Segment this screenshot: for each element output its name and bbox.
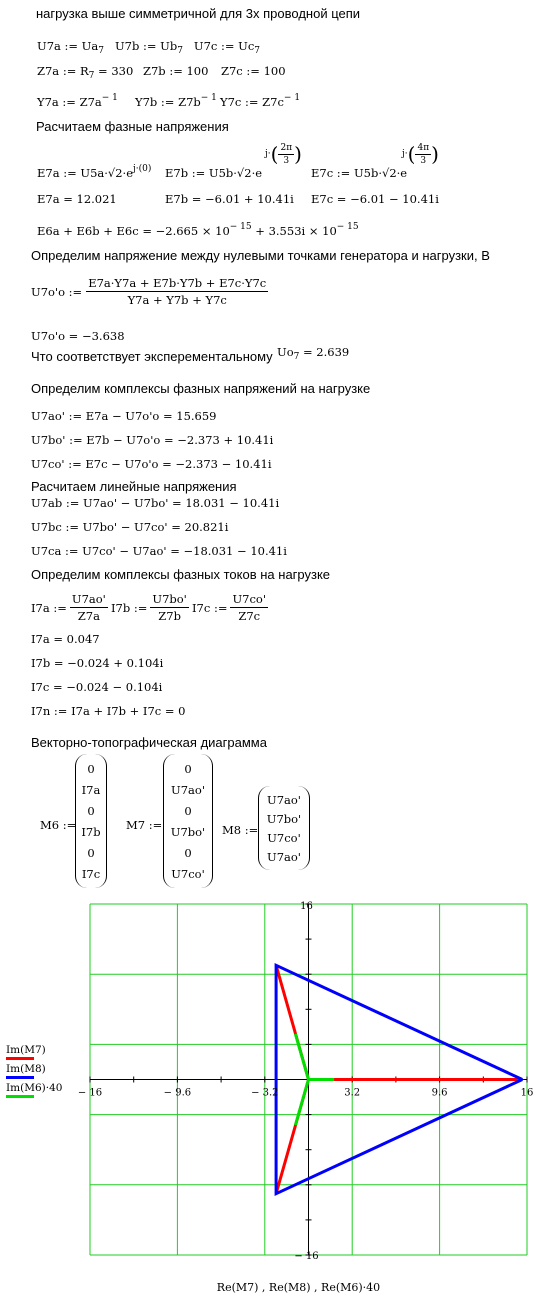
eq-uo7-value: $Uo_7 = 2.639$ [277, 345, 350, 362]
eq-e7c-value: E7c = −6.01 − 10.41i [311, 192, 439, 206]
eq-e6-sum: $E6a + E6b + E6c = -2.665 \times 10^{- 15} + 3.553i \times 10^{- 15}$ [37, 222, 359, 238]
eq-z7b: Z7b := 100 [143, 64, 209, 78]
heading-neutral-voltage: Определим напряжение между нулевыми точками генератора и нагрузки, В [31, 248, 490, 263]
eq-u7ab: U7ab := U7ao' − U7bo' = 18.031 − 10.41i [31, 496, 280, 510]
x-tick-label: − 16 [77, 1087, 103, 1099]
eq-y7c: Y7c := $Z7c^{- 1}$ [220, 93, 301, 109]
heading-complex-voltages: Определим комплексы фазных напряжений на нагрузке [31, 381, 371, 396]
eq-u0-formula: U7o'o := $\frac{E7a\cdot Y7a + E7b\cdot Y7b + E7c\cdot Y7c}{Y7a + Y7b + Y7c}$ [31, 276, 267, 307]
matrix-m8-entry: U7ao' [267, 792, 301, 807]
matrix-m6-entry: 0 [87, 845, 95, 860]
matrix-m7-entry: U7bo' [170, 824, 206, 839]
matrix-m7-entry: U7co' [171, 866, 205, 881]
eq-u7co: U7co' := E7c − U7o'o = −2.373 − 10.41i [31, 457, 272, 471]
m8-label: M8 := [222, 823, 259, 837]
matrix-m6-entry: I7c [81, 866, 101, 881]
eq-z7-defs: Z7a := $R_7 = 330$ [37, 64, 134, 81]
y-tick-label: − 16 [294, 1251, 319, 1262]
matrix-m8 [258, 786, 310, 870]
matrix-m6-entry: I7a [81, 782, 101, 797]
matrix-m7 [163, 754, 213, 888]
m6-label: M6 := [40, 818, 77, 832]
x-tick-label: 3.2 [344, 1087, 361, 1099]
eq-u7ca: U7ca := U7co' − U7ao' = −18.031 − 10.41i [31, 544, 287, 558]
matrix-m8-entry: U7bo' [266, 811, 302, 826]
eq-i7a-def: I7a := $\frac{U7ao'}{Z7a}$ [31, 592, 106, 623]
x-tick-label: − 3.2 [251, 1087, 279, 1099]
y-tick-label: 16 [300, 901, 313, 912]
matrix-m7-entry: 0 [184, 845, 192, 860]
eq-i7a-value: I7a = 0.047 [31, 632, 100, 646]
x-tick-label: 16 [520, 1087, 534, 1099]
x-axis-title: Re(M7) , Re(M8) , Re(M6)·40 [216, 1281, 381, 1294]
eq-u0-value: U7o'o = −3.638 [31, 329, 125, 343]
heading-complex-currents: Определим комплексы фазных токов на нагрузке [31, 567, 331, 582]
eq-e7a-value: E7a = 12.021 [37, 192, 117, 206]
heading-diagram: Векторно-топографическая диаграмма [31, 735, 267, 750]
eq-y7a: Y7a := $Z7a^{- 1}$ [37, 93, 118, 109]
eq-i7b-def: I7b := $\frac{U7bo'}{Z7b}$ [111, 592, 187, 623]
eq-i7c-value: I7c = −0.024 − 0.104i [31, 680, 163, 694]
eq-i7c-def: I7c := $\frac{U7co'}{Z7c}$ [192, 592, 267, 623]
matrix-m6-entry: I7b [81, 824, 101, 839]
eq-i7b-value: I7b = −0.024 + 0.104i [31, 656, 164, 670]
legend-label: Im(M6)·40 [6, 1082, 63, 1094]
text-experimental: Что соответствует эксперементальному [31, 349, 273, 364]
legend-label: Im(M7) [6, 1044, 46, 1056]
matrix-m7-entry: U7ao' [171, 782, 205, 797]
eq-e7c-exponent: j· ( $\frac{4\pi}{3}$ ) [402, 142, 439, 166]
legend-label: Im(M8) [6, 1063, 46, 1075]
eq-u7ao: U7ao' := E7a − U7o'o = 15.659 [31, 409, 217, 423]
eq-e7b-def: E7b := U5b·√2·e [165, 166, 263, 180]
x-tick-label: − 9.6 [163, 1087, 192, 1099]
eq-e7c-def: E7c := U5b·√2·e [311, 166, 408, 180]
eq-u7-defs: U7a := $Ua_7$ U7b := $Ub_7$ U7c := $Uc_7$ [37, 39, 261, 56]
matrix-m7-entry: 0 [184, 803, 192, 818]
eq-u7bc: U7bc := U7bo' − U7co' = 20.821i [31, 520, 229, 534]
x-tick-label: 9.6 [431, 1087, 448, 1099]
matrix-m7-entry: 0 [184, 761, 192, 776]
m7-label: M7 := [126, 818, 163, 832]
eq-e7a-def: E7a := $U5a\cdot√2\cdot e^{j\cdot(0)}$ [37, 164, 152, 180]
heading-line-voltages: Расчитаем линейные напряжения [31, 479, 237, 494]
eq-e7b-exponent: j· ( $\frac{2\pi}{3}$ ) [265, 142, 302, 166]
matrix-m6-entry: 0 [87, 803, 95, 818]
eq-e7b-value: E7b = −6.01 + 10.41i [165, 192, 294, 206]
eq-z7c: Z7c := 100 [221, 64, 286, 78]
matrix-m8-entry: U7ao' [267, 849, 301, 864]
vector-diagram [0, 895, 552, 1300]
eq-u7bo: U7bo' := E7b − U7o'o = −2.373 + 10.41i [31, 433, 274, 447]
heading-phase-voltages: Расчитаем фазные напряжения [36, 119, 229, 134]
eq-i7n: I7n := I7a + I7b + I7c = 0 [31, 704, 186, 718]
heading-load-note: нагрузка выше симметричной для 3х проводной цепи [36, 6, 361, 21]
matrix-m6-entry: 0 [87, 761, 95, 776]
eq-y7b: Y7b := $Z7b^{- 1}$ [135, 93, 217, 109]
matrix-m8-entry: U7co' [267, 830, 301, 845]
matrix-m6 [75, 754, 107, 888]
